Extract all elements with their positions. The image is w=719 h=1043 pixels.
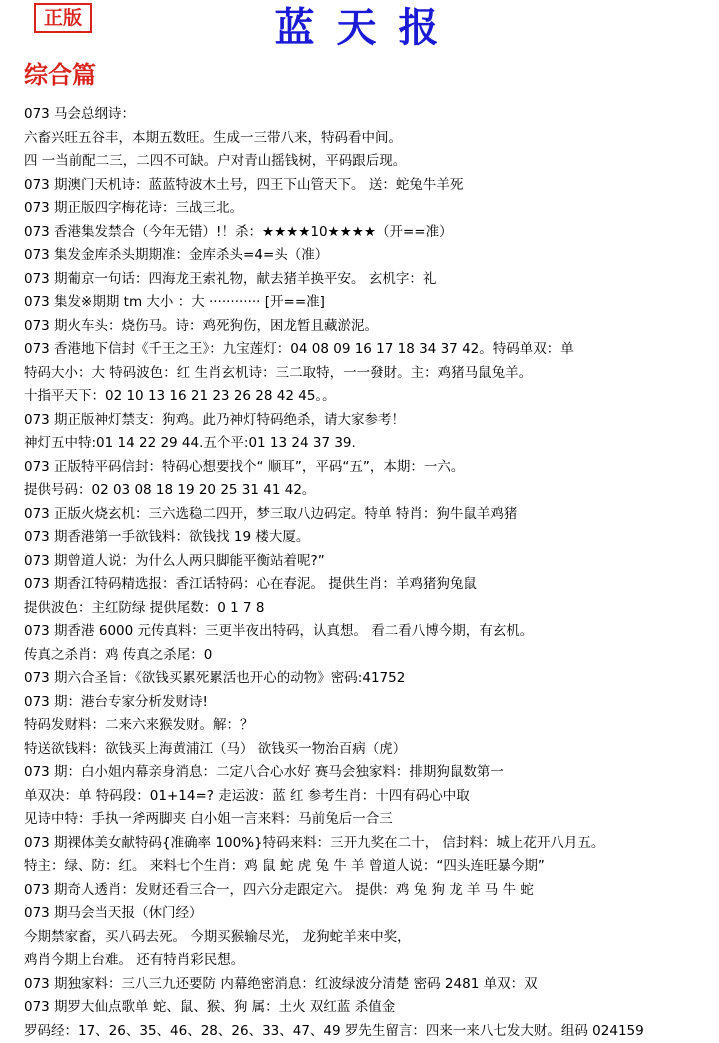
text-line: 073 期正版四字梅花诗：三战三北。: [24, 197, 714, 221]
text-line: 提供波色：主红防绿 提供尾数：0 1 7 8: [24, 597, 714, 621]
text-line: 神灯五中特:01 14 22 29 44.五个平:01 13 24 37 39.: [24, 432, 714, 456]
text-line: 073 期：港台专家分析发财诗!: [24, 691, 714, 715]
text-line: 单双决：单 特码段：01+14=? 走运波：蓝 红 参考生肖：十四有码心中取: [24, 785, 714, 809]
text-line: 073 期香港 6000 元传真料：三更半夜出特码，认真想。 看二看八博今期，有玄机。: [24, 620, 714, 644]
text-line: 特码大小：大 特码波色：红 生肖玄机诗：三二取特，一一發財。主：鸡猪马鼠兔羊。: [24, 362, 714, 386]
text-line: 073 期澳门天机诗：蓝蓝特波木土号，四王下山管天下。 送：蛇兔牛羊死: [24, 174, 714, 198]
text-line: 传真之杀肖：鸡 传真之杀尾：0: [24, 644, 714, 668]
authentic-badge: 正版: [34, 3, 92, 33]
text-line: 见诗中特：手执一斧两脚夹 白小姐一言来料：马前兔后一合三: [24, 808, 714, 832]
text-line: 073 期马会当天报（休门经）: [24, 902, 714, 926]
text-line: 特码发财料：二来六来猴发财。解：？: [24, 714, 714, 738]
article-body: [24, 103, 714, 1043]
text-line: 鸡肖今期上台难。 还有特肖彩民想。: [24, 949, 714, 973]
text-line: 十指平天下：02 10 13 16 21 23 26 28 42 45。。: [24, 385, 714, 409]
text-line: 073 香港集发禁合（今年无错）!！杀：★★★★10★★★★（开==准）: [24, 221, 714, 245]
text-line: 073 期独家料：三八三九还要防 内幕绝密消息：红波绿波分清楚 密码 2481 单双：双: [24, 973, 714, 997]
text-line: 073 期奇人透肖：发财还看三合一，四六分走跟定六。 提供：鸡 兔 狗 龙 羊 马 牛 蛇: [24, 879, 714, 903]
text-line: 今期禁家畜，买八码去死。 今期买猴输尽光， 龙狗蛇羊来中奖，: [24, 926, 714, 950]
text-line: 073 期：白小姐内幕亲身消息：二定八合心水好 赛马会独家料：排期狗鼠数第一: [24, 761, 714, 785]
text-line: 073 期葡京一句话：四海龙王索礼物，献去猪羊换平安。 玄机字：礼: [24, 268, 714, 292]
text-line: 073 期香港第一手欲钱料：欲钱找 19 楼大厦。: [24, 526, 714, 550]
text-line: 提供号码：02 03 08 18 19 20 25 31 41 42。: [24, 479, 714, 503]
text-line: 073 期曾道人说：为什么人两只脚能平衡站着呢?”: [24, 550, 714, 574]
text-line: 四 一当前配二三，二四不可缺。户对青山摇钱树，平码跟后现。: [24, 150, 714, 174]
text-line: 特主：绿、防：红。 来料七个生肖：鸡 鼠 蛇 虎 兔 牛 羊 曾道人说：“四头连旺暴今期”: [24, 855, 714, 879]
text-line: 073 期火车头：烧伤马。诗：鸡死狗伤，困龙暂且藏淤泥。: [24, 315, 714, 339]
text-line: 073 集发金库杀头期期准：金库杀头=4=头（准）: [24, 244, 714, 268]
text-line: 073 香港地下信封《千王之王》：九宝莲灯：04 08 09 16 17 18 34 37 42。特码单双：单: [24, 338, 714, 362]
text-line: 073 期正版神灯禁支：狗鸡。此乃神灯特码绝杀，请大家参考！: [24, 409, 714, 433]
text-line: 073 马会总纲诗：: [24, 103, 714, 127]
text-line: 073 正版特平码信封：特码心想要找个“ 顺耳”，平码“五”，本期：一六。: [24, 456, 714, 480]
text-line: 073 期六合圣旨：《欲钱买累死累活也开心的动物》密码:41752: [24, 667, 714, 691]
text-line: 特送欲钱料：欲钱买上海黄浦江（马） 欲钱买一物治百病（虎）: [24, 738, 714, 762]
newspaper-title: 蓝天报: [0, 0, 719, 56]
text-line: 六畜兴旺五谷丰，本期五数旺。生成一三带八来，特码看中间。: [24, 127, 714, 151]
text-line: 罗码经：17、26、35、46、28、26、33、47、49 罗先生留言：四来一来八七发大财。组码 024159: [24, 1020, 714, 1043]
text-line: 073 集发※期期 tm 大小 ：大 ············ [开==准]: [24, 291, 714, 315]
text-line: 073 期香江特码精选报：香江话特码：心在春泥。 提供生肖：羊鸡猪狗兔鼠: [24, 573, 714, 597]
text-line: 073 期裸体美女献特码{准确率 100%}特码来料：三开九奖在二十， 信封料：城上花开八月五。: [24, 832, 714, 856]
text-line: 073 期罗大仙点歌单 蛇、鼠、猴、狗 属：土火 双红蓝 杀值金: [24, 996, 714, 1020]
text-line: 073 正版火烧玄机：三六选稳二四开，梦三取八边码定。特单 特肖：狗牛鼠羊鸡猪: [24, 503, 714, 527]
section-heading: 综合篇: [24, 58, 96, 92]
